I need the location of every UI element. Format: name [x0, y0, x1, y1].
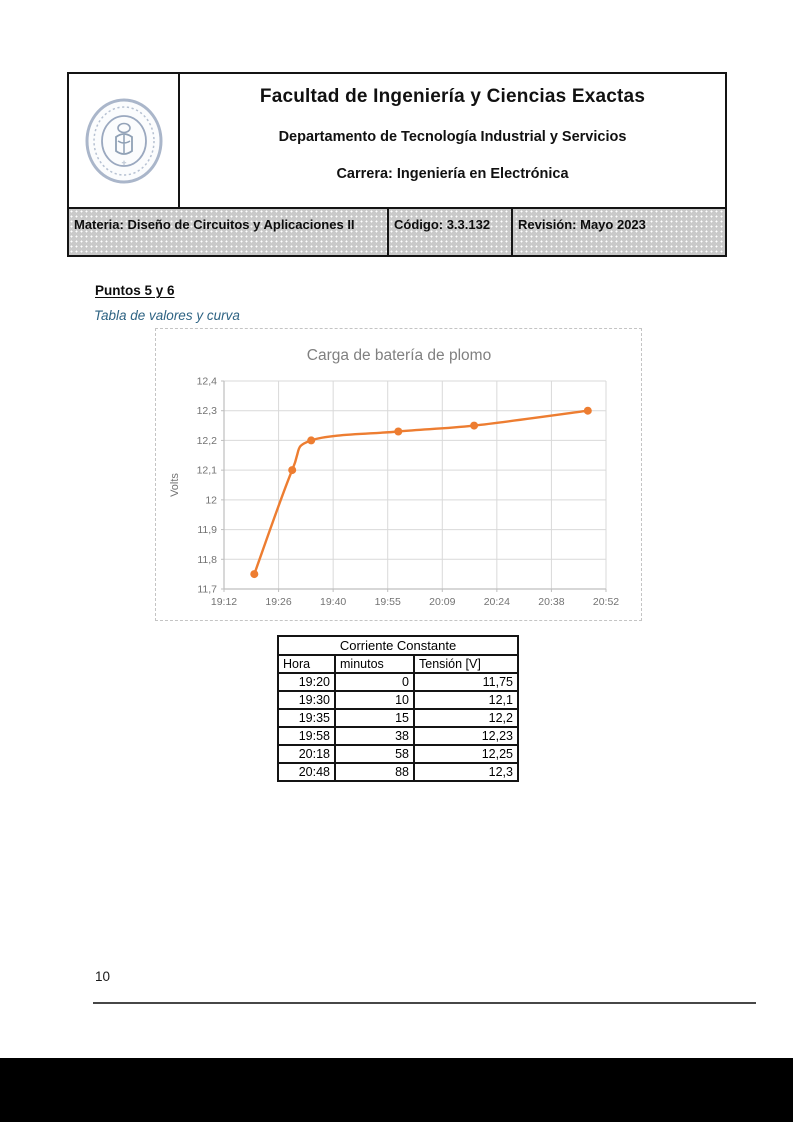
codigo-cell: Código: 3.3.132 [389, 209, 513, 255]
revision-cell: Revisión: Mayo 2023 [518, 217, 646, 232]
svg-text:12,4: 12,4 [196, 375, 217, 388]
svg-text:11,8: 11,8 [197, 553, 217, 566]
header-info-band [69, 209, 725, 255]
svg-text:12,1: 12,1 [196, 464, 217, 477]
table-cell: 12,1 [414, 691, 518, 709]
table-cell: 20:48 [278, 763, 335, 781]
svg-text:20:52: 20:52 [592, 596, 620, 608]
table-row [278, 673, 518, 691]
table-title-row [278, 636, 518, 655]
svg-text:20:24: 20:24 [483, 596, 510, 608]
header-top-row [69, 74, 725, 209]
table-cell: 20:18 [278, 745, 335, 763]
logo-cell [69, 74, 180, 207]
svg-text:12: 12 [205, 494, 217, 507]
table-row [278, 745, 518, 763]
table-row [278, 709, 518, 727]
faculty-title: Facultad de Ingeniería y Ciencias Exactas [259, 86, 646, 107]
header-titles [180, 74, 725, 207]
materia-cell: Materia: Diseño de Circuitos y Aplicaciones II [69, 209, 389, 255]
svg-text:Carga de batería de plomo: Carga de batería de plomo [306, 347, 492, 364]
svg-text:11,7: 11,7 [197, 583, 217, 596]
page-number: 10 [95, 969, 111, 984]
svg-text:19:12: 19:12 [210, 596, 238, 608]
table-cell: 11,75 [414, 673, 518, 691]
table-row [278, 691, 518, 709]
header-block [67, 72, 727, 257]
table-cell: 88 [335, 763, 414, 781]
table-row [278, 727, 518, 745]
table-cell: 19:35 [278, 709, 335, 727]
chart-canvas [156, 329, 641, 620]
table-cell: 19:30 [278, 691, 335, 709]
table-cell: 58 [335, 745, 414, 763]
svg-text:Volts: Volts [169, 473, 181, 497]
table-cell: 10 [335, 691, 414, 709]
column-header-tension: Tensión [V] [414, 655, 518, 673]
table-row [278, 763, 518, 781]
table-body [278, 673, 518, 781]
svg-text:19:26: 19:26 [265, 596, 292, 608]
section-subheading: Tabla de valores y curva [94, 308, 240, 323]
table-cell: 19:20 [278, 673, 335, 691]
svg-text:19:40: 19:40 [320, 596, 347, 608]
battery-charge-chart [155, 328, 642, 621]
svg-text:19:55: 19:55 [374, 596, 401, 608]
column-header-hora: Hora [278, 655, 335, 673]
table-cell: 19:58 [278, 727, 335, 745]
section-heading: Puntos 5 y 6 [95, 283, 175, 298]
career-title: Carrera: Ingeniería en Electrónica [336, 166, 569, 182]
university-seal-logo [82, 95, 166, 187]
bottom-black-band [0, 1058, 793, 1122]
table-cell: 12,3 [414, 763, 518, 781]
svg-text:20:09: 20:09 [429, 596, 456, 608]
svg-text:✛: ✛ [120, 160, 127, 167]
department-title: Departamento de Tecnología Industrial y Servicios [278, 129, 627, 145]
svg-text:12,3: 12,3 [196, 405, 217, 418]
table-cell: 15 [335, 709, 414, 727]
table-cell: 0 [335, 673, 414, 691]
corriente-constante-table [277, 635, 519, 782]
footer-rule [93, 1002, 756, 1004]
table-cell: 12,25 [414, 745, 518, 763]
table-cell: 12,2 [414, 709, 518, 727]
svg-text:20:38: 20:38 [538, 596, 565, 608]
table-title: Corriente Constante [278, 636, 518, 655]
svg-text:12,2: 12,2 [196, 434, 217, 447]
table-header-row [278, 655, 518, 673]
table-cell: 38 [335, 727, 414, 745]
svg-text:11,9: 11,9 [197, 524, 217, 537]
table-cell: 12,23 [414, 727, 518, 745]
column-header-minutos: minutos [335, 655, 414, 673]
